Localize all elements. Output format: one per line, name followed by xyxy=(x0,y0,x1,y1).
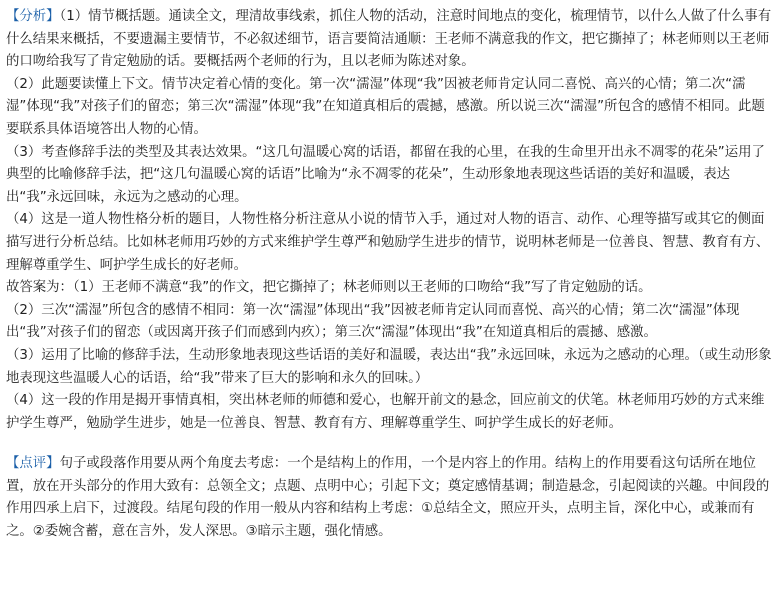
answer-paragraph-2: （2）三次“濡湿”所包含的感情不相同：第一次“濡湿”体现出“我”因被老师肯定认同而喜悦、高兴的心情；第二次“濡湿”体现出“我”对孩子们的留恋（或因离开孩子们而感到内疚）；第三次“濡湿”体现出“我”在知道真相后的震撼、感激。 xyxy=(6,302,740,341)
comment-text: 句子或段落作用要从两个角度去考虑：一个是结构上的作用，一个是内容上的作用。结构上的作用要看这句话所在地位置，放在开头部分的作用大致有：总领全文；点题、点明中心；引起下文；奠定感情基调；制造悬念，引起阅读的兴趣。中间段的作用四承上启下，过渡段。结尾句段的作用一般从内容和结构上考虑：①总结全文，照应开头，点明主旨，深化中心，或兼而有之。②委婉含蓄，意在言外，发人深思。③暗示主题，强化情感。 xyxy=(6,456,770,540)
analysis-paragraph-1 xyxy=(6,6,772,74)
comment-section xyxy=(6,453,772,543)
analysis-paragraph-2: （2）此题要读懂上下文。情节决定着心情的变化。第一次“濡湿”体现“我”因被老师肯定认同二喜悦、高兴的心情；第二次“濡湿”体现“我”对孩子们的留恋；第三次“濡湿”体现“我”在知道真相后的震撼，感激。所以说三次“濡湿”所包含的感情不相同。此题要联系具体语境答出人物的心情。 xyxy=(6,76,765,137)
analysis-tag: 【分析】 xyxy=(6,9,60,24)
analysis-paragraph-3: （3）考查修辞手法的类型及其表达效果。“这几句温暖心窝的话语，都留在我的心里，在我的生命里开出永不凋零的花朵”运用了典型的比喻修辞手法，把“这几句温暖心窝的话语”比喻为“永不凋零的花朵”，生动形象地表现这些话语的美好和温暖，表达出“我”永远回味，永远为之感动的心理。 xyxy=(6,144,765,205)
analysis-section xyxy=(6,6,772,435)
analysis-text-1: （1）情节概括题。通读全文，理清故事线索，抓住人物的活动，注意时间地点的变化，梳理情节，以什么人做了什么事有什么结果来概括，不要遗漏主要情节，不必叙述细节，语言要简洁通顺：王老师不满意我的作文，把它撕掉了；林老师则以王老师的口吻给我写了肯定勉励的话。要概括两个老师的行为，且以老师为陈述对象。 xyxy=(6,9,772,70)
answer-paragraph-3: （3）运用了比喻的修辞手法，生动形象地表现这些话语的美好和温暖，表达出“我”永远回味，永远为之感动的心理。（或生动形象地表现这些温暖人心的话语，给“我”带来了巨大的影响和永久的回味。） xyxy=(6,347,772,386)
section-divider xyxy=(6,435,772,453)
answer-paragraph-4: （4）这一段的作用是揭开事情真相，突出林老师的师德和爱心，也解开前文的悬念，回应前文的伏笔。林老师用巧妙的方式来维护学生尊严，勉励学生进步，她是一位善良、智慧、教育有方、理解尊重学生、呵护学生成长的好老师。 xyxy=(6,393,765,431)
analysis-paragraph-4: （4）这是一道人物性格分析的题目，人物性格分析注意从小说的情节入手，通过对人物的语言、动作、心理等描写或其它的侧面描写进行分析总结。比如林老师用巧妙的方式来维护学生尊严和勉励学生进步的情节，说明林老师是一位善良、智慧、教育有方、理解尊重学生、呵护学生成长的好老师。 xyxy=(6,212,770,273)
comment-tag: 【点评】 xyxy=(6,456,60,472)
answer-paragraph-1: 故答案为：（1）王老师不满意“我”的作文，把它撕掉了；林老师则以王老师的口吻给“我”写了肯定勉励的话。 xyxy=(6,280,652,296)
comment-paragraph xyxy=(6,453,772,543)
